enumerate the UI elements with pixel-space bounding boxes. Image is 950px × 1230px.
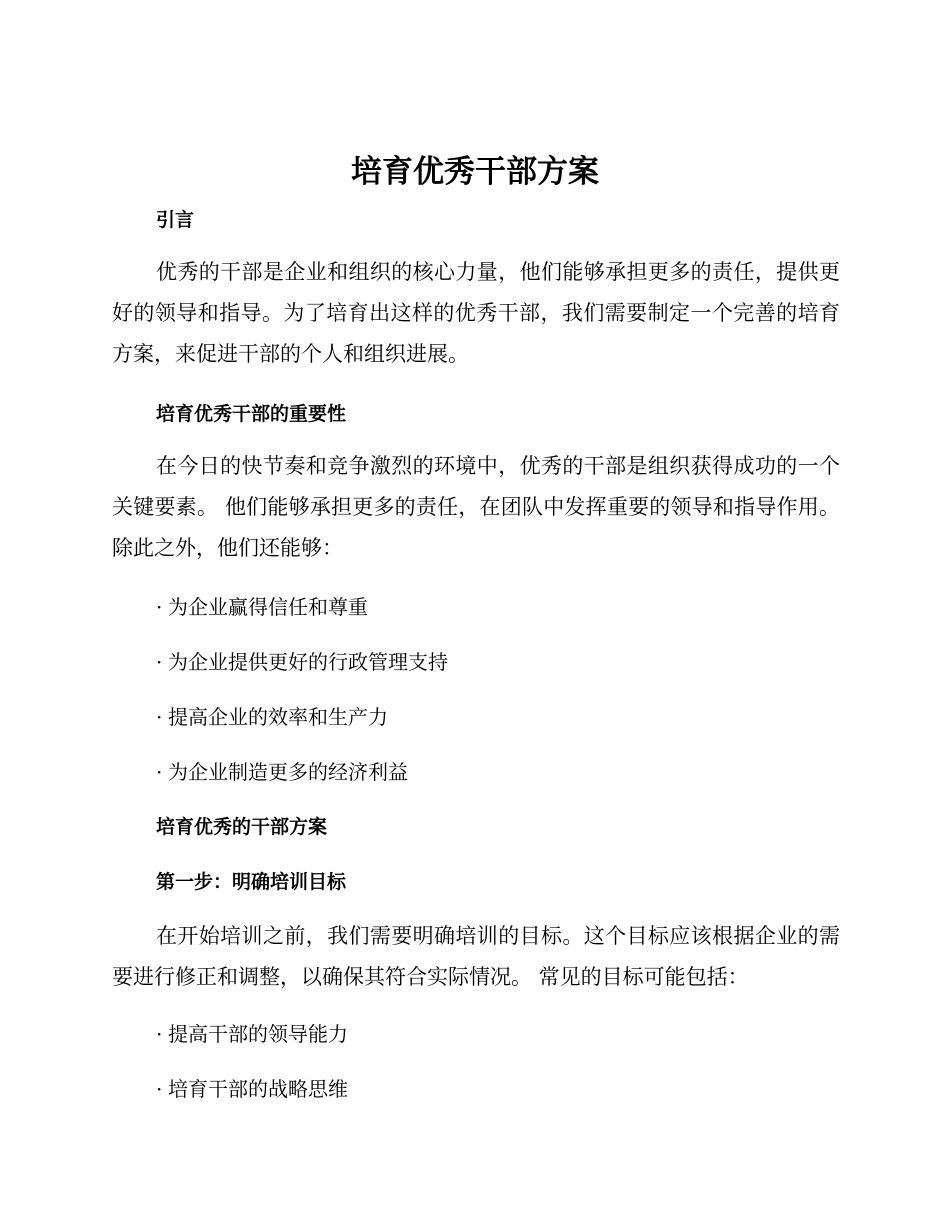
importance-heading: 培育优秀干部的重要性 (156, 403, 347, 425)
intro-paragraph: 优秀的干部是企业和组织的核心力量，他们能够承担更多的责任，提供更好的领导和指导。为了培育出这样的优秀干部，我们需要制定一个完善的培育方案，来促进干部的个人和组织进展。 (112, 260, 840, 366)
bullet-icon: · (156, 595, 163, 619)
bullet-icon: · (156, 760, 163, 784)
list-item-importance-4 (156, 757, 408, 787)
importance-paragraph: 在今日的快节奏和竞争激烈的环境中，优秀的干部是组织获得成功的一个关键要素。 他们能够承担更多的责任，在团队中发挥重要的领导和指导作用。除此之外，他们还能够： (112, 454, 840, 560)
list-item-importance-1 (156, 592, 368, 622)
list-item-importance-3 (156, 702, 388, 732)
intro-heading: 引言 (156, 209, 195, 231)
list-item-step1-1 (156, 1019, 348, 1049)
list-item-importance-2 (156, 647, 448, 677)
list-item-text: 培育干部的战略思维 (168, 1077, 348, 1101)
list-item-text: 提高干部的领导能力 (168, 1022, 348, 1046)
list-item-text: 为企业提供更好的行政管理支持 (168, 650, 448, 674)
step1-heading: 第一步：明确培训目标 (156, 871, 347, 893)
document-title: 培育优秀干部方案 (351, 154, 599, 190)
bullet-icon: · (156, 1077, 163, 1101)
list-item-text: 为企业赢得信任和尊重 (168, 595, 368, 619)
bullet-icon: · (156, 705, 163, 729)
list-item-step1-2 (156, 1074, 348, 1104)
bullet-icon: · (156, 1022, 163, 1046)
plan-heading: 培育优秀的干部方案 (156, 816, 328, 838)
list-item-text: 提高企业的效率和生产力 (168, 705, 388, 729)
bullet-icon: · (156, 650, 163, 674)
list-item-text: 为企业制造更多的经济利益 (168, 760, 408, 784)
step1-paragraph: 在开始培训之前，我们需要明确培训的目标。这个目标应该根据企业的需要进行修正和调整，以确保其符合实际情况。 常见的目标可能包括： (112, 924, 840, 989)
